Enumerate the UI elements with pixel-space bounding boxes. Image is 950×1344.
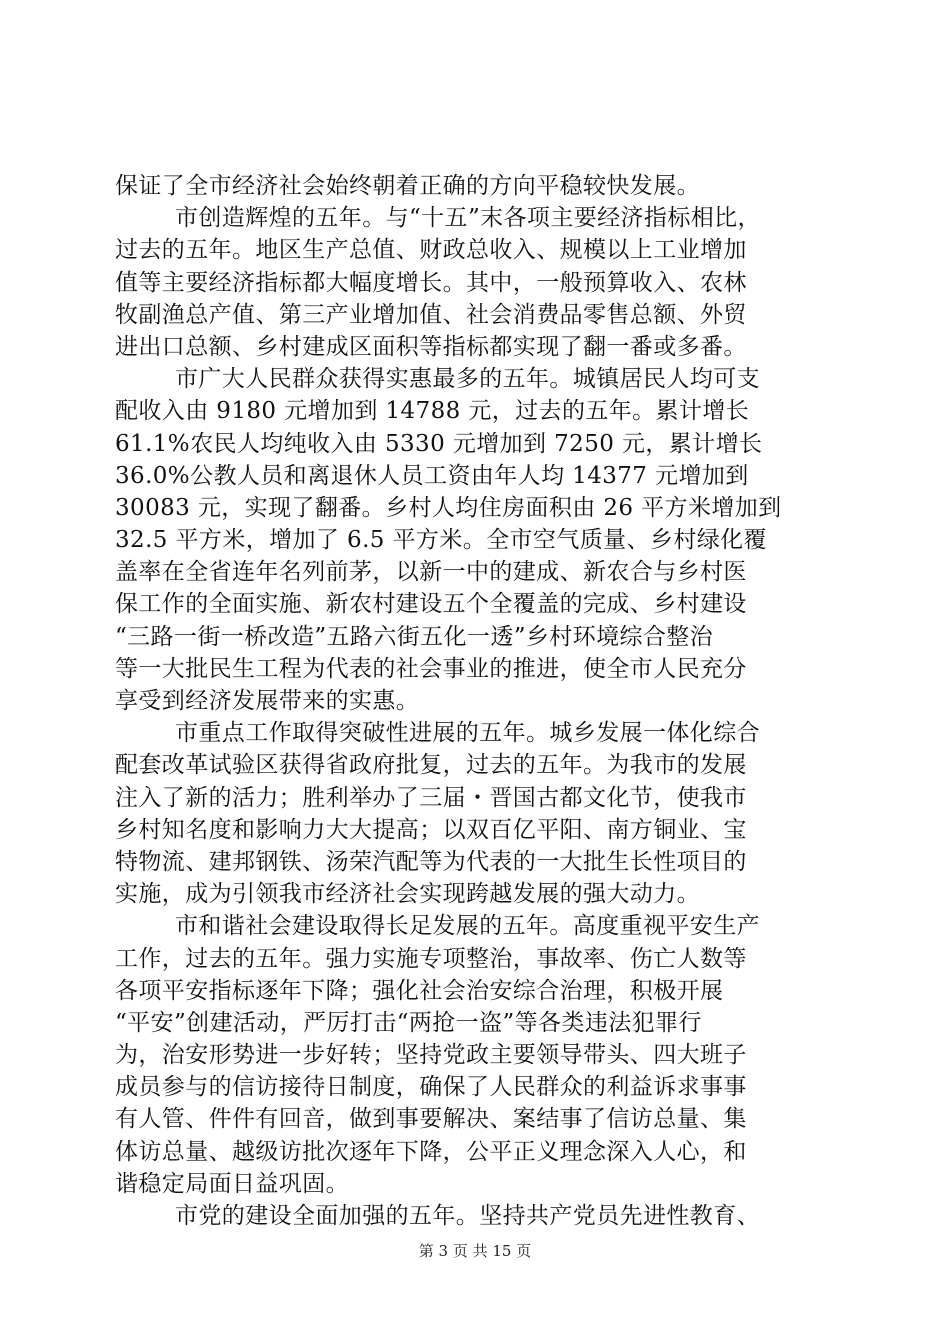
text-line: 等一大批民生工程为代表的社会事业的推进，使全市人民充分: [115, 655, 747, 682]
text-line: 市和谐社会建设取得长足发展的五年。高度重视平安生产: [175, 913, 760, 940]
text-line: 为，治安形势进一步好转；坚持党政主要领导带头、四大班子: [115, 1042, 747, 1069]
text-line: 工作，过去的五年。强力实施专项整治，事故率、伤亡人数等: [115, 945, 747, 972]
text-line: 有人管、件件有回音，做到事要解决、案结事了信访总量、集: [115, 1106, 747, 1133]
text-line: 市重点工作取得突破性进展的五年。城乡发展一体化综合: [175, 720, 760, 747]
text-line: 36.0%公教人员和离退休人员工资由年人均 14377 元增加到: [115, 462, 749, 489]
text-line: 牧副渔总产值、第三产业增加值、社会消费品零售总额、外贸: [115, 301, 747, 328]
text-line: 配收入由 9180 元增加到 14788 元，过去的五年。累计增长: [115, 398, 750, 425]
text-line: 市广大人民群众获得实惠最多的五年。城镇居民人均可支: [175, 366, 760, 393]
text-line: 成员参与的信访接待日制度，确保了人民群众的利益诉求事事: [115, 1074, 747, 1101]
text-line: 盖率在全省连年名列前茅，以新一中的建成、新农合与乡村医: [115, 559, 747, 586]
page-footer: 第 3 页 共 15 页: [418, 1242, 532, 1260]
text-line: “三路一街一桥改造”五路六街五化一透”乡村环境综合整治: [115, 623, 714, 650]
text-line: 配套改革试验区获得省政府批复，过去的五年。为我市的发展: [115, 752, 747, 779]
text-line: 61.1%农民人均纯收入由 5330 元增加到 7250 元，累计增长: [115, 430, 763, 457]
text-line: 进出口总额、乡村建成区面积等指标都实现了翻一番或多番。: [115, 333, 747, 360]
text-line: 保证了全市经济社会始终朝着正确的方向平稳较快发展。: [115, 173, 700, 199]
text-line: 各项平安指标逐年下降；强化社会治安综合治理，积极开展: [115, 977, 724, 1004]
text-line: 32.5 平方米，增加了 6.5 平方米。全市空气质量、乡村绿化覆: [115, 527, 767, 554]
text-line: 谐稳定局面日益巩固。: [115, 1170, 349, 1197]
text-line: 30083 元，实现了翻番。乡村人均住房面积由 26 平方米增加到: [115, 494, 782, 521]
text-line: 值等主要经济指标都大幅度增长。其中，一般预算收入、农林: [115, 269, 747, 296]
text-line: “平安”创建活动，严厉打击“两抢一盗”等各类违法犯罪行: [115, 1009, 702, 1036]
text-line: 享受到经济发展带来的实惠。: [115, 688, 420, 714]
text-line: 实施，成为引领我市经济社会实现跨越发展的强大动力。: [115, 881, 700, 908]
text-line: 保工作的全面实施、新农村建设五个全覆盖的完成、乡村建设: [115, 591, 747, 618]
text-line: 过去的五年。地区生产总值、财政总收入、规模以上工业增加: [115, 237, 747, 264]
text-line: 注入了新的活力；胜利举办了三届・晋国古都文化节，使我市: [115, 784, 747, 811]
text-line: 市党的建设全面加强的五年。坚持共产党员先进性教育、: [175, 1203, 760, 1229]
text-line: 特物流、建邦钢铁、汤荣汽配等为代表的一大批生长性项目的: [115, 848, 747, 875]
document-body: [115, 170, 840, 1232]
text-line: 市创造辉煌的五年。与“十五”末各项主要经济指标相比，: [175, 205, 761, 232]
text-line: 体访总量、越级访批次逐年下降，公平正义理念深入人心，和: [115, 1138, 747, 1165]
text-line: 乡村知名度和影响力大大提高；以双百亿平阳、南方铜业、宝: [115, 816, 747, 843]
